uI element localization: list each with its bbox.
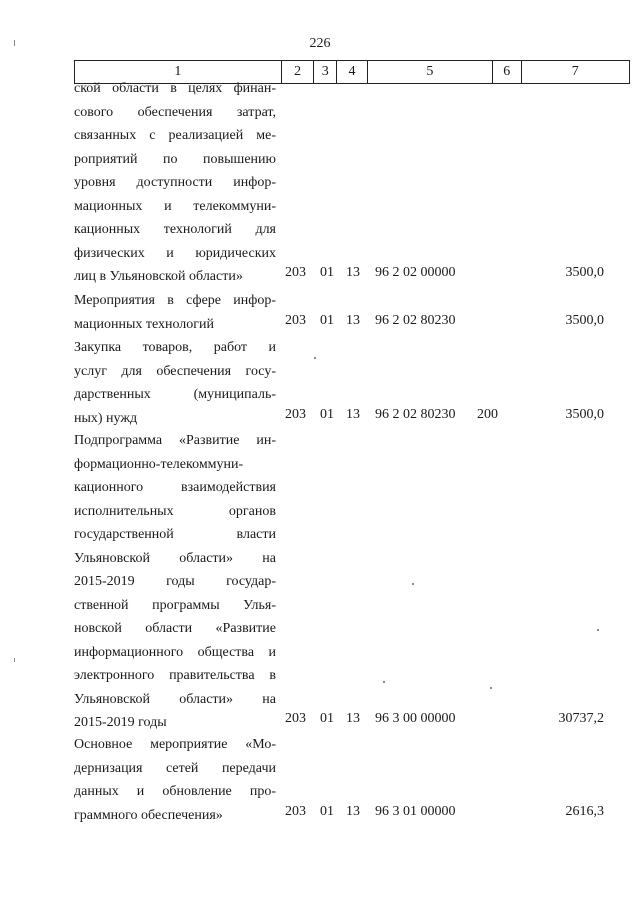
description-line: Закупка товаров, работ и [74, 340, 276, 355]
description-line: формационно-телекоммуни- [74, 456, 244, 472]
header-col-5: 5 [367, 61, 492, 84]
cell-c7: 3500,0 [565, 406, 604, 422]
description-line: новской области «Развитие [74, 621, 276, 636]
description-line: Ульяновской области» на [74, 550, 276, 566]
cell-c3: 01 [320, 406, 334, 422]
header-col-3: 3 [314, 61, 337, 84]
description-line: дернизация сетей передачи [74, 760, 276, 776]
cell-c3: 01 [320, 312, 334, 328]
cell-c5: 96 3 00 00000 [375, 711, 456, 726]
cell-c7: 3500,0 [565, 312, 604, 328]
cell-c5: 96 2 02 00000 [375, 265, 456, 280]
scan-speck [412, 583, 414, 585]
row-description [74, 429, 276, 735]
description-line: исполнительных органов [74, 503, 276, 519]
description-line: дарственных (муниципаль- [74, 387, 276, 402]
header-col-7: 7 [521, 61, 629, 84]
header-col-2: 2 [281, 61, 314, 84]
description-line: связанных с реализацией ме- [74, 128, 276, 143]
description-line: информационного общества и [74, 644, 276, 660]
cell-c4: 13 [346, 265, 360, 280]
description-line: роприятий по повышению [74, 151, 276, 167]
header-col-1: 1 [75, 61, 282, 84]
cell-c2: 203 [285, 312, 306, 328]
description-line: ственной программы Улья- [74, 597, 276, 613]
description-line: 2015-2019 годы [74, 715, 167, 730]
cell-c3: 01 [320, 265, 334, 280]
scan-speck [597, 629, 599, 631]
description-line: электронного правительства в [74, 668, 276, 683]
header-col-4: 4 [337, 61, 368, 84]
cell-c2: 203 [285, 711, 306, 726]
scan-margin-mark [14, 40, 15, 46]
cell-c4: 13 [346, 312, 360, 328]
scan-margin-mark [14, 658, 15, 662]
cell-c4: 13 [346, 406, 360, 422]
description-line: государственной власти [74, 527, 276, 542]
cell-c7: 3500,0 [565, 265, 604, 280]
cell-c7: 2616,3 [565, 803, 604, 819]
description-line: Основное мероприятие «Мо- [74, 737, 276, 752]
description-line: услуг для обеспечения госу- [74, 363, 276, 379]
row-description [74, 733, 276, 827]
description-line: кационного взаимодействия [74, 480, 276, 495]
cell-c4: 13 [346, 803, 360, 819]
description-line: сового обеспечения затрат, [74, 104, 276, 120]
scan-speck [383, 681, 385, 683]
cell-c2: 203 [285, 265, 306, 280]
description-line: мационных технологий [74, 316, 215, 332]
description-line: физических и юридических [74, 245, 276, 261]
cell-c2: 203 [285, 803, 306, 819]
description-line: уровня доступности инфор- [74, 175, 276, 190]
description-line: Ульяновской области» на [74, 691, 276, 707]
cell-c7: 30737,2 [558, 711, 604, 726]
cell-c4: 13 [346, 711, 360, 726]
row-description [74, 336, 276, 430]
scan-speck [314, 357, 316, 359]
description-line: граммного обеспечения» [74, 807, 223, 823]
cell-c5: 96 2 02 80230 [375, 312, 456, 328]
cell-c2: 203 [285, 406, 306, 422]
description-line: ных) нужд [74, 410, 138, 426]
description-line: ской области в целях финан- [74, 81, 276, 96]
description-line: лиц в Ульяновской области» [74, 269, 243, 284]
cell-c5: 96 2 02 80230 [375, 406, 456, 422]
row-description [74, 77, 276, 289]
description-line: Подпрограмма «Развитие ин- [74, 433, 276, 448]
page-number: 226 [309, 36, 331, 51]
description-line: 2015-2019 годы государ- [74, 574, 276, 589]
scan-speck [490, 687, 492, 689]
header-col-6: 6 [492, 61, 521, 84]
description-line: данных и обновление про- [74, 784, 276, 799]
cell-c5: 96 3 01 00000 [375, 803, 456, 819]
description-line: Мероприятия в сфере инфор- [74, 293, 276, 308]
description-line: мационных и телекоммуни- [74, 198, 276, 214]
cell-c3: 01 [320, 711, 334, 726]
description-line: кационных технологий для [74, 222, 276, 237]
cell-c6: 200 [477, 406, 498, 422]
row-description [74, 289, 276, 336]
cell-c3: 01 [320, 803, 334, 819]
